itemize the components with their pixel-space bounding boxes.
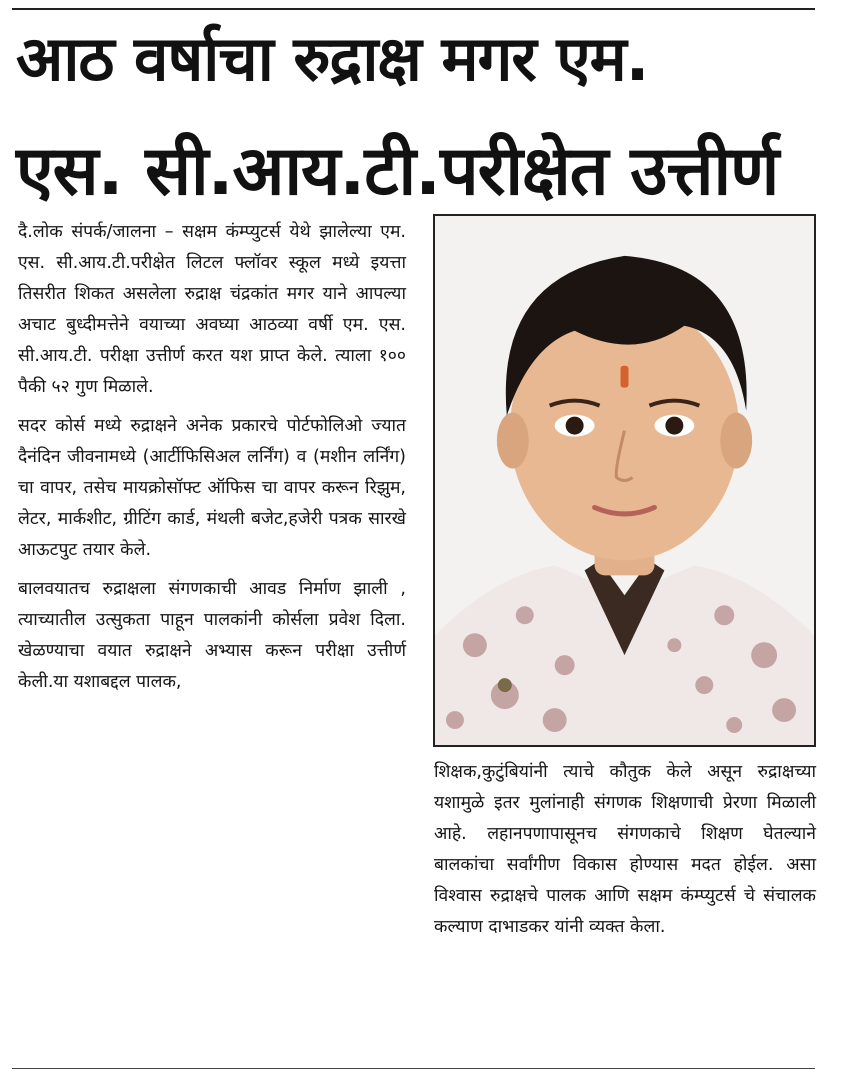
bottom-rule bbox=[12, 1068, 815, 1069]
article-paragraph-1: दै.लोक संपर्क/जालना – सक्षम कंम्प्युटर्स येथे झालेल्या एम. एस. सी.आय.टी.परीक्षेत लिटल फ्लॉवर स्कूल मध्ये इयत्ता तिसरीत शिकत असलेला रुद्राक्ष चंद्रकांत मगर याने आपल्या अचाट बुध्दीमत्तेने वयाच्या अवघ्या आठव्या वर्षी एम. एस. सी.आय.टी. परीक्षा उत्तीर्ण करत यश प्राप्त केले. त्याला १०० पैकी ५२ गुण मिळाले. bbox=[18, 222, 406, 397]
article-right-column bbox=[434, 757, 816, 951]
article-paragraph-2: सदर कोर्स मध्ये रुद्राक्षने अनेक प्रकारचे पोर्टफोलिओ ज्यात दैनंदिन जीवनामध्ये (आर्टीफिसिअल लर्निंग) व (मशीन लर्निंग) चा वापर, तसेच मायक्रोसॉफ्ट ऑफिस चा वापर करून रिझुम, लेटर, मार्कशीट, ग्रीटिंग कार्ड, मंथली बजेट,हजेरी पत्रक सारखे आऊटपुट तयार केले. bbox=[18, 416, 406, 560]
headline-line-1: आठ वर्षाचा रुद्राक्ष मगर एम. bbox=[16, 22, 649, 95]
article-paragraph-4: शिक्षक,कुटुंबियांनी त्याचे कौतुक केले असून रुद्राक्षच्या यशामुळे इतर मुलांनाही संगणक शिक्षणाची प्रेरणा मिळाली आहे. लहानपणापासूनच संगणकाचे शिक्षण घेतल्याने बालकांचा सर्वांगीण विकास होण्यास मदत होईल. असा विश्वास रुद्राक्षचे पालक आणि सक्षम कंम्प्युटर्स चे संचालक कल्याण दाभाडकर यांनी व्यक्त केला. bbox=[434, 762, 816, 937]
headline-line-2: एस. सी.आय.टी.परीक्षेत उत्तीर्ण bbox=[16, 132, 779, 211]
article-paragraph-3: बालवयातच रुद्राक्षला संगणकाची आवड निर्माण झाली , त्याच्यातील उत्सुकता पाहून पालकांनी कोर्सला प्रवेश दिला. खेळण्याचा वयात रुद्राक्षने अभ्यास करून परीक्षा उत्तीर्ण केली.या यशाबद्दल पालक, bbox=[18, 579, 406, 692]
student-portrait-illustration bbox=[435, 216, 814, 745]
student-photo bbox=[433, 214, 816, 747]
article-left-column bbox=[18, 217, 406, 706]
top-rule bbox=[12, 8, 815, 10]
